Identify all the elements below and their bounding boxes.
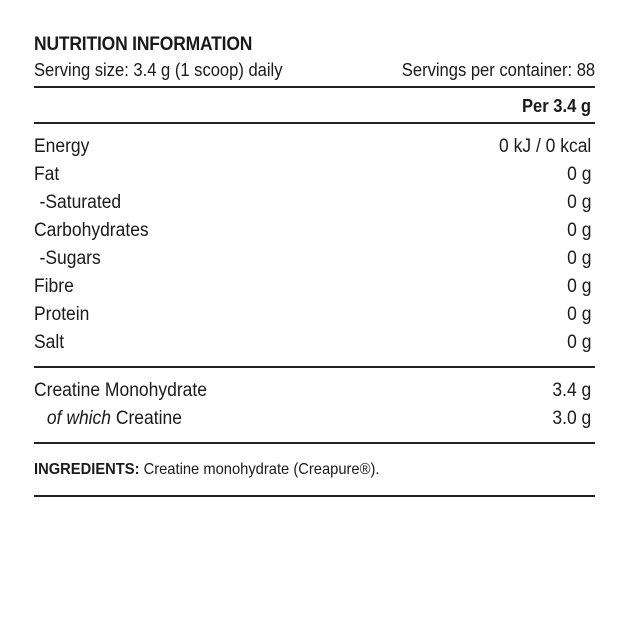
nutrient-row-energy bbox=[34, 133, 595, 161]
active-label bbox=[34, 405, 182, 433]
active-label-italic: of which bbox=[46, 408, 112, 429]
active-ingredients-list bbox=[34, 368, 595, 444]
nutrient-row-carbohydrates bbox=[34, 217, 595, 245]
nutrient-row-sugars bbox=[34, 245, 595, 273]
nutrient-list bbox=[34, 124, 595, 368]
ingredients-section bbox=[34, 444, 595, 497]
active-label: Creatine Monohydrate bbox=[34, 380, 207, 401]
nutrient-row-fibre bbox=[34, 273, 595, 301]
nutrient-row-salt bbox=[34, 329, 595, 357]
ingredients-heading: INGREDIENTS: bbox=[34, 461, 140, 478]
nutrient-label: Fibre bbox=[34, 276, 74, 297]
nutrient-value: 0 g bbox=[566, 276, 591, 297]
nutrient-value: 0 kJ / 0 kcal bbox=[498, 136, 591, 157]
nutrient-row-fat bbox=[34, 161, 595, 189]
nutrient-value: 0 g bbox=[566, 164, 591, 185]
panel-title: NUTRITION INFORMATION bbox=[34, 34, 253, 55]
nutrient-value: 0 g bbox=[566, 220, 591, 241]
nutrient-value: 0 g bbox=[566, 248, 591, 269]
active-row-creatine bbox=[34, 405, 595, 433]
servings-per-container-text: Servings per container: 88 bbox=[401, 60, 595, 80]
nutrient-label: -Sugars bbox=[39, 248, 101, 269]
active-value: 3.0 g bbox=[552, 408, 591, 429]
nutrient-label: -Saturated bbox=[39, 192, 122, 213]
nutrient-row-saturated bbox=[34, 189, 595, 217]
nutrient-label: Carbohydrates bbox=[34, 220, 149, 241]
nutrient-value: 0 g bbox=[566, 192, 591, 213]
active-label-rest: Creatine bbox=[111, 408, 182, 429]
active-row-creatine-monohydrate bbox=[34, 377, 595, 405]
serving-info-row bbox=[34, 58, 595, 88]
nutrient-value: 0 g bbox=[566, 304, 591, 325]
active-value: 3.4 g bbox=[552, 380, 591, 401]
nutrient-row-protein bbox=[34, 301, 595, 329]
nutrition-panel bbox=[34, 34, 595, 497]
nutrient-label: Fat bbox=[34, 164, 60, 185]
ingredients-line bbox=[34, 460, 379, 480]
ingredients-text: Creatine monohydrate (Creapure®). bbox=[139, 461, 380, 478]
per-serving-header: Per 3.4 g bbox=[521, 96, 591, 116]
nutrient-value: 0 g bbox=[566, 332, 591, 353]
nutrient-label: Energy bbox=[34, 136, 90, 157]
nutrient-label: Salt bbox=[34, 332, 65, 353]
serving-size-text: Serving size: 3.4 g (1 scoop) daily bbox=[34, 60, 283, 80]
column-header-row bbox=[34, 88, 595, 124]
nutrient-label: Protein bbox=[34, 304, 90, 325]
